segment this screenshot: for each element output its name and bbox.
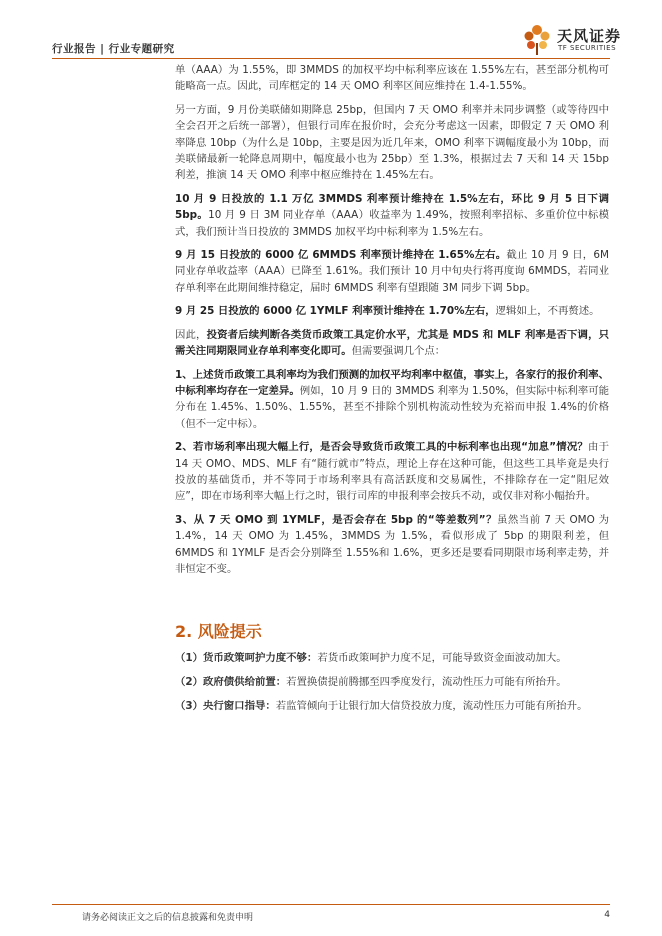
flower-logo-icon (520, 22, 554, 56)
company-logo (520, 22, 632, 56)
footer-disclaimer: 请务必阅读正文之后的信息披露和免责申明 (82, 913, 254, 923)
header-divider (52, 58, 610, 59)
page-number: 4 (604, 910, 610, 920)
footer-divider (52, 904, 610, 905)
report-body (175, 62, 609, 584)
paragraph-2: 另一方面，9 月份美联储如期降息 25bp，但国内 7 天 OMO 利率并未同步调整（或等待四中全会召开之后统一部署），但银行司库在报价时，会充分考虑这一因素，即假定 7 天 OMO 利率降息 10bp（为什么是 10bp，主要是因为近几年来，OMO 利率下调幅度最小为 10bp，而美联储最新一轮降息周期中，幅度最小也为 25bp）至 1.3%，根据过去 7 天和 14 天 15bp 利差，推演 14 天 OMO 利率中枢应维持在 1.45%左右。 (175, 103, 609, 182)
paragraph-5: 9 月 25 日投放的 6000 亿 1YMLF 利率预计维持在 1.70%左右，逻辑如上，不再赘述。 (175, 305, 600, 318)
risk-item-1: （1）货币政策呵护力度不够：若货币政策呵护力度不足，可能导致资金面波动加大。 (175, 652, 567, 664)
paragraph-1: 单（AAA）为 1.55%，即 3MMDS 的加权平均中标利率应该在 1.55%左右，甚至部分机构可能略高一点。因此，司库框定的 14 天 OMO 利率区间应维持在 1.4-1.55%。 (175, 64, 609, 93)
page-header (0, 0, 662, 62)
logo-en: TF SECURITIES (558, 44, 617, 52)
risk-item-3: （3）央行窗口指导：若监管倾向于让银行加大信贷投放力度，流动性压力可能有所抬升。 (175, 700, 588, 712)
paragraph-7: 1、上述货币政策工具利率均为我们预测的加权平均利率中枢值，事实上，各家行的报价利率、中标利率均存在一定差异。例如，10 月 9 日的 3MMDS 利率为 1.50%，但实际中标利率可能分布在 1.45%、1.50%、1.55%，甚至不排除个别机构流动性较为充裕而申报 1.4%的价格（但不一定中标）。 (175, 368, 609, 430)
risk-section-title: 2. 风险提示 (175, 622, 262, 641)
logo-name: 天风证券 (557, 27, 622, 45)
header-breadcrumb: 行业报告 | 行业专题研究 (52, 43, 175, 55)
paragraph-8: 2、若市场利率出现大幅上行，是否会导致货币政策工具的中标利率也出现“加息”情况？由于 14 天 OMO、MDS、MLF 有“随行就市”特点，理论上存在这种可能，但这些工具毕竟是央行投放的基础货币，并不等同于市场利率具有高活跃度和交易属性，不排除存在一定“阻尼效应”，即在市场利率大幅上行之时，银行司库的申报利率会按兵不动，或仅非对称小幅抬升。 (175, 441, 610, 503)
risk-item-2: （2）政府债供给前置：若置换债提前腾挪至四季度发行，流动性压力可能有所抬升。 (175, 676, 567, 688)
paragraph-9: 3、从 7 天 OMO 到 1YMLF，是否会存在 5bp 的“等差数列”？虽然当前 7 天 OMO 为 1.4%，14 天 OMO 为 1.45%，3MMDS 为 1.5%，看似形成了 5bp 的期限利差，但 6MMDS 和 1YMLF 是否会分别降至 1.55%和 1.6%，更多还是要看同期限市场利率走势，并非恒定不变。 (175, 513, 609, 575)
paragraph-3: 10 月 9 日投放的 1.1 万亿 3MMDS 利率预计维持在 1.5%左右，环比 9 月 5 日下调 5bp。10 月 9 日 3M 同业存单（AAA）收益率为 1.49%，按照利率招标、多重价位中标模式，我们预计当日投放的 3MMDS 加权平均中标利率为 1.5%左右。 (175, 192, 610, 238)
paragraph-6: 因此，投资者后续判断各类货币政策工具定价水平，尤其是 MDS 和 MLF 利率是否下调，只需关注同期限同业存单利率变化即可。但需要强调几个点： (175, 328, 609, 358)
paragraph-4: 9 月 15 日投放的 6000 亿 6MMDS 利率预计维持在 1.65%左右。截止 10 月 9 日，6M 同业存单收益率（AAA）已降至 1.61%。我们预计 10 月中旬央行将再度询 6MMDS，若同业存单利率在此期间维持稳定，届时 6MMDS 利率有望跟随 3M 同步下调 5bp。 (175, 249, 609, 294)
